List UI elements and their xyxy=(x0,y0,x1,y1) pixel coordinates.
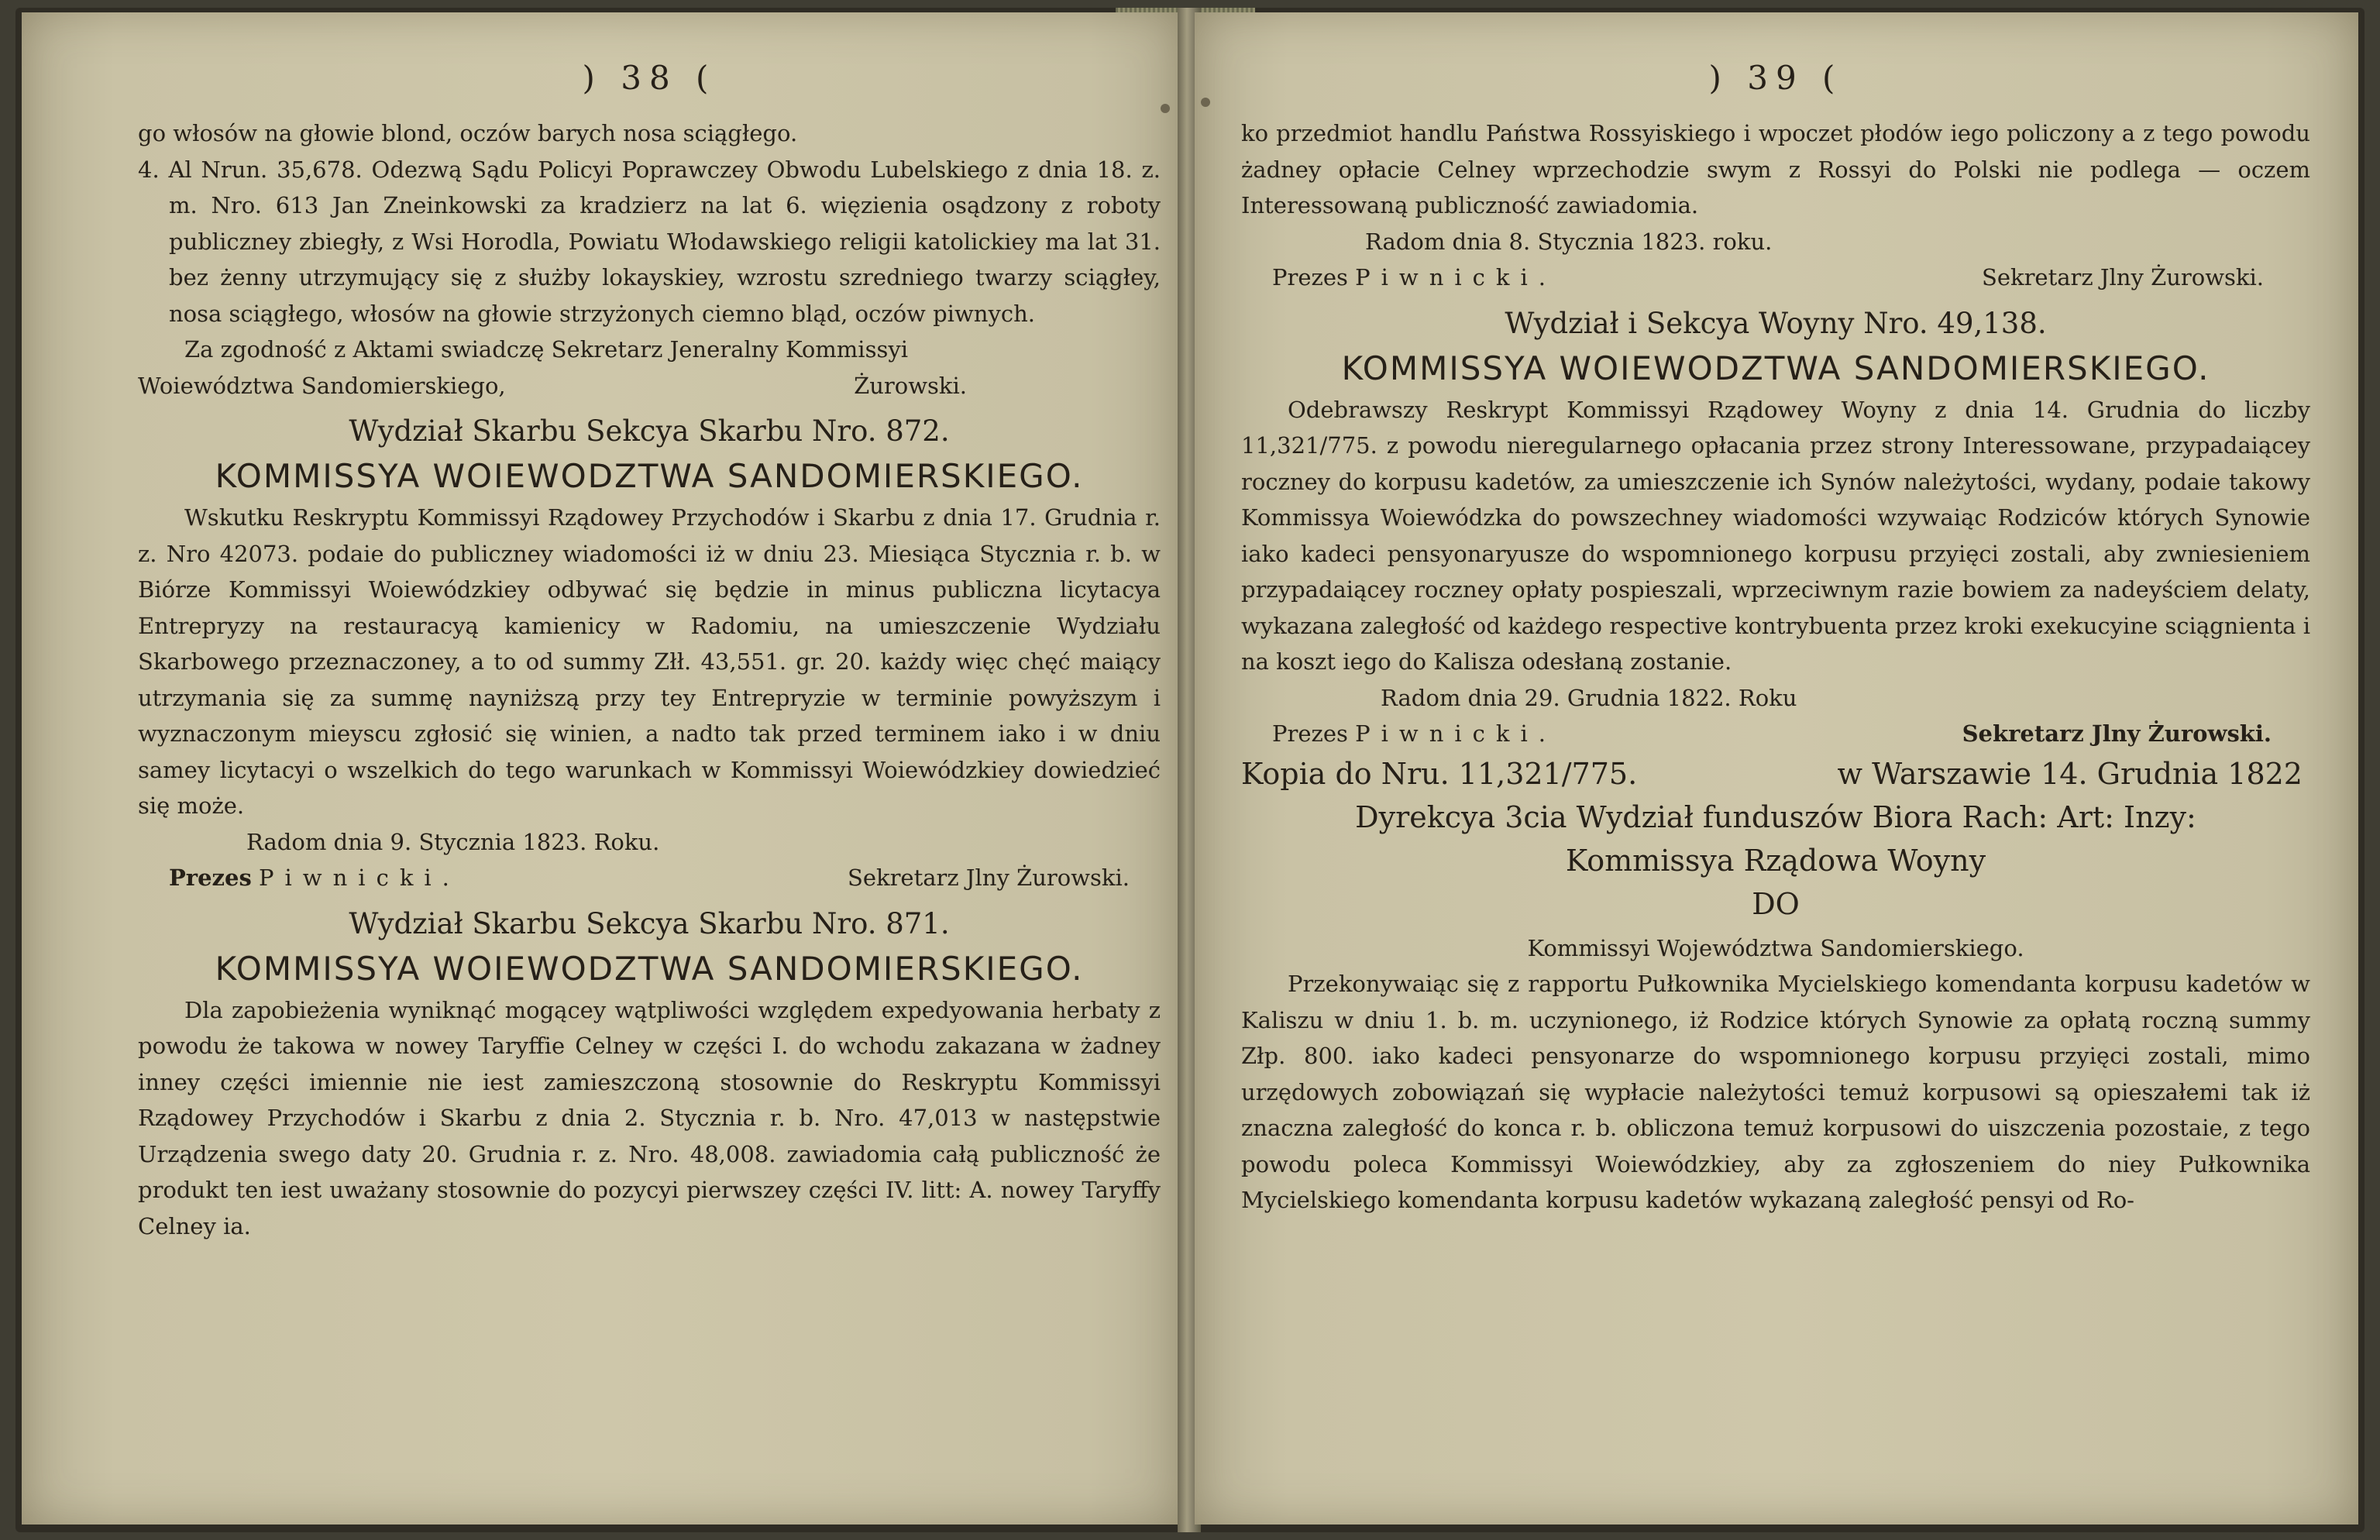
page-number-left: ) 38 ( xyxy=(582,59,717,97)
date-line-right-2: Radom dnia 29. Grudnia 1822. Roku xyxy=(1381,684,1797,711)
kopia-reference: Kopia do Nru. 11,321/775. xyxy=(1241,756,1638,791)
section-heading-872: Wydział Skarbu Sekcya Skarbu Nro. 872. xyxy=(349,414,950,448)
dyrekcya-heading: Dyrekcya 3cia Wydział funduszów Biora Rach: Art: Inzy: xyxy=(1355,799,2196,834)
date-line-right-1: Radom dnia 8. Stycznia 1823. roku. xyxy=(1365,228,1773,255)
signature-line-right-2 xyxy=(1241,716,2310,752)
letter-text: Przekonywaiąc się z rapportu Pułkownika Mycielskiego komendanta korpusu kadetów w Kaliszu w dniu 1. b. m. uczynionego, iż Rodzice których Synowie za opłatą roczną summy Złp. 800. iako kadeci pensyonarze do wspomnionego korpusu przyięci zostali, mimo urzędowych zobowiązań się wypłacie należytości temuż korpusowi są opieszałemi tak iż znaczna zaległość do konca r. b. obliczona temuż korpusowi do uiszczenia pozostaie, z tego powodu poleca Kommissyi Woiewódzkiey, aby za zgłoszeniem do niey Pułkownika Mycielskiego komendanta korpusu kadetów wykazaną zaległość pensyi od Ro- xyxy=(1241,971,2310,1213)
kopia-line xyxy=(1241,752,2310,796)
date-line-left: Radom dnia 9. Stycznia 1823. Roku. xyxy=(246,828,660,855)
left-page-content xyxy=(138,59,1161,1244)
prezes-name: Piwnicki. xyxy=(1355,264,1556,290)
kommissya-rzadowa-heading: Kommissya Rządowa Woyny xyxy=(1565,843,1986,878)
prezes-name: Piwnicki. xyxy=(259,865,460,891)
intro-line: go włosów na głowie blond, oczów barych nosa sciągłego. xyxy=(138,120,798,146)
attestation-line-2 xyxy=(138,368,1161,404)
page-number-right: ) 39 ( xyxy=(1708,59,1843,97)
sekretarz-name: Sekretarz Jlny Żurowski. xyxy=(1962,720,2272,747)
notice-item-4: 4. Al Nrun. 35,678. Odezwą Sądu Policyi Poprawczey Obwodu Lubelskiego z dnia 18. z. m. Nro. 613 Jan Zneinkowski za kradzierz na lat 6. więzienia osądzony z roboty publiczney zbiegły, z Wsi Horodla, Powiatu Włodawskiego religii katolickiey ma lat 31. bez żenny utrzymujący się z służby lokayskiey, wzrostu szredniego twarzy sciągłey, nosa sciągłego, włosów na głowie strzyżonych ciemno bląd, oczów piwnych. xyxy=(138,156,1161,327)
do-heading: DO xyxy=(1752,886,1800,921)
section-heading-871: Wydział Skarbu Sekcya Skarbu Nro. 871. xyxy=(349,906,950,940)
sewing-hole xyxy=(1201,98,1210,107)
left-page xyxy=(22,12,1181,1525)
right-page-content xyxy=(1241,59,2310,1219)
prezes-label: Prezes xyxy=(1272,264,1348,290)
sekretarz-name: Sekretarz Jlny Żurowski. xyxy=(847,865,1130,891)
signature-line-left xyxy=(138,860,1161,896)
open-book xyxy=(15,8,2365,1532)
right-page xyxy=(1195,12,2358,1525)
notice-herbata: Dla zapobieżenia wyniknąć mogącey wątpliwości względem expedyowania herbaty z powodu że takowa w nowey Taryffie Celney w części I. do wchodu zakazana w żadney inney części imiennie nie iest zamieszczoną stosownie do Reskryptu Kommissyi Rządowey Przychodów i Skarbu z dnia 2. Stycznia r. b. Nro. 47,013 w następstwie Urządzenia swego daty 20. Grudnia r. z. Nro. 48,008. zawiadomia całą publiczność że produkt ten iest uważany stosownie do pozycyi pierwszey części IV. litt: A. nowey Taryffy Celney ia. xyxy=(138,996,1161,1239)
continuation-text: ko przedmiot handlu Państwa Rossyiskiego i wpoczet płodów iego policzony a z tego powodu żadney opłacie Celney wprzechodzie swym z Rossyi do Polski nie podlega — oczem Interessowaną publiczność zawiadomia. xyxy=(1241,120,2310,218)
kopia-date: w Warszawie 14. Grudnia 1822 xyxy=(1837,756,2303,791)
kommissya-heading-1: KOMMISSYA WOIEWODZTWA SANDOMIERSKIEGO. xyxy=(215,457,1084,495)
prezes-label: Prezes xyxy=(1272,720,1348,747)
sewing-hole xyxy=(1161,104,1170,113)
sekretarz-name: Sekretarz Jlny Żurowski. xyxy=(1981,264,2264,290)
prezes-name: Piwnicki. xyxy=(1355,720,1556,747)
kommissya-heading-3: KOMMISSYA WOIEWODZTWA SANDOMIERSKIEGO. xyxy=(1341,349,2210,387)
attestation-signer: Żurowski. xyxy=(854,372,967,399)
section-heading-woyny: Wydział i Sekcya Woyny Nro. 49,138. xyxy=(1505,306,2047,340)
notice-kadeci: Odebrawszy Reskrypt Kommissyi Rządowey Woyny z dnia 14. Grudnia do liczby 11,321/775. z powodu nieregularnego opłacania przez strony Interessowane, przypadaiącey roczney do korpusu kadetów, za umieszczenie ich Synów należytości, wydany, podaie takowy Kommissya Woiewódzka do powszechney wiadomości wzywaiąc Rodziców których Synowie iako kadeci pensyonaryusze do wspomnionego korpusu przyięci zostali, aby zwniesieniem przypadaiącey roczney opłaty pospieszali, wprzeciwnym razie bowiem za nadeyściem delaty, wykazana zaległość od każdego respective kontrybuenta przez kroki exekucyine sciągnienta i na koszt iego do Kalisza odesłaną zostanie. xyxy=(1241,396,2310,675)
prezes-label: Prezes xyxy=(169,865,252,891)
signature-line-right-1 xyxy=(1241,260,2310,296)
kommissya-heading-2: KOMMISSYA WOIEWODZTWA SANDOMIERSKIEGO. xyxy=(215,949,1084,988)
attestation-line-1: Za zgodność z Aktami swiadczę Sekretarz Jeneralny Kommissyi xyxy=(184,336,908,363)
attestation-office: Woiewództwa Sandomierskiego, xyxy=(138,372,506,399)
addressee-line: Kommissyi Województwa Sandomierskiego. xyxy=(1527,934,2024,961)
notice-licytacya: Wskutku Reskryptu Kommissyi Rządowey Przychodów i Skarbu z dnia 17. Grudnia r. z. Nro 42073. podaie do publiczney wiadomości iż w dniu 23. Miesiąca Stycznia r. b. w Biórze Kommissyi Woiewódzkiey odbywać się będzie in minus publiczna licytacya Entrepryzy na restauracyą kamienicy w Radomiu, na umieszczenie Wydziału Skarbowego przeznaczoney, a to od summy Złł. 43,551. gr. 20. każdy więc chęć maiący utrzymania się za summę nayniższą przy tey Entrepryzie w terminie powyższym i wyznaczonym mieyscu zgłosić się winien, a nadto tak przed terminem iako i w dniu samey licytacyi o wszelkich do tego warunkach w Kommissyi Woiewódzkiey dowiedzieć się może. xyxy=(138,504,1161,819)
